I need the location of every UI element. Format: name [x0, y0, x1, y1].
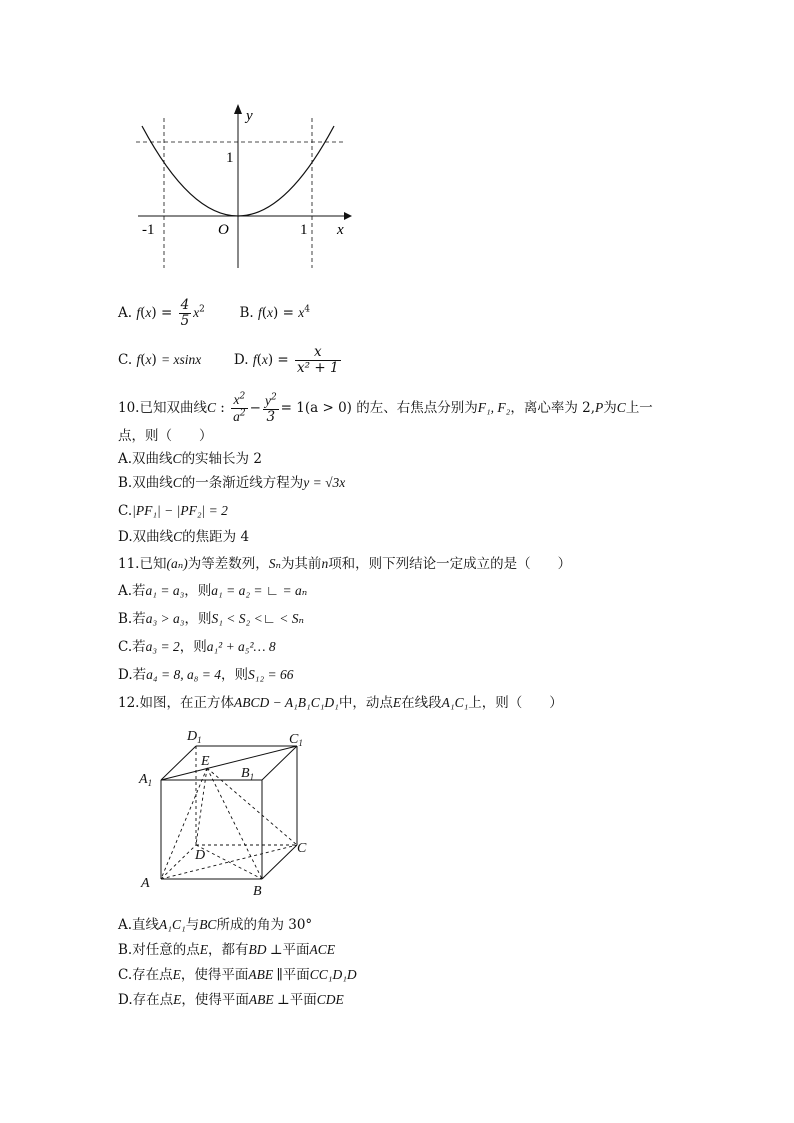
q9-opt-d-frac: $\frac{x}{\text{x² + 1}}$ [297, 344, 339, 376]
tick-label-x1: 1 [300, 222, 308, 238]
vertex-A1: $A_1$ [139, 772, 153, 788]
vertex-C: C [297, 841, 307, 856]
q12-stem: 12.如图，在正方体ABCD − A₁B₁C₁D₁中，动点E在线段A₁C₁上，则（ ） [118, 695, 563, 711]
vertex-A: A [141, 876, 150, 891]
vertex-B1: $B_1$ [241, 766, 255, 782]
q10-opt-a: A.双曲线C的实轴长为 2 [118, 451, 262, 467]
q11-stem: 11.已知(aₙ)为等差数列，Sₙ为其前n项和，则下列结论一定成立的是（ ） [118, 556, 572, 572]
y-axis-arrow [234, 104, 242, 114]
q9-opt-a-label: A. [118, 305, 133, 321]
q11-opt-a: A.若a₁ = a₃，则a₁ = a₂ = ∟ = aₙ [118, 583, 308, 599]
x-axis-arrow [344, 212, 352, 220]
q10-opt-d: D.双曲线C的焦距为 4 [118, 529, 250, 545]
vertex-E: E [201, 754, 210, 769]
tick-label-xneg1: -1 [142, 222, 155, 238]
q9-opt-a-frac: $\frac{4}{5}$ [180, 297, 190, 329]
q11-opt-b: B.若a₃ > a₃，则S₁ < S₂ <∟ < Sₙ [118, 611, 304, 627]
q12-opt-b: B.对任意的点E，都有BD ⊥平面ACE [118, 942, 336, 958]
q12-opt-d: D.存在点E，使得平面ABE ⊥平面CDE [118, 992, 344, 1008]
q12-opt-a: A.直线A₁C₁与BC所成的角为 30° [118, 917, 313, 933]
tick-label-y1: 1 [226, 150, 234, 166]
vertex-C1: $C_1$ [289, 732, 303, 748]
q9-options-row1: A. f(x) = $\frac{4}{5}$ $x^2$ B. $f(x) = x^4$ [118, 297, 310, 329]
q9-opt-c-label: C. [118, 352, 133, 368]
q11-opt-c: C.若a₃ = 2，则a₁² + a₅²… 8 [118, 639, 276, 655]
parabola-graph [130, 100, 360, 275]
vertex-D: D [195, 848, 206, 863]
q12-opt-c: C.存在点E，使得平面ABE ∥平面CC₁D₁D [118, 967, 357, 983]
y-axis-label: y [246, 108, 253, 124]
cube-figure [135, 725, 325, 900]
q10-stem-line1: 10.已知双曲线C : $\frac{x^2}{a^2}$ − $\frac{y^2}{3}$ = 1(a > 0) 的左、右焦点分别为F₁, F₂，离心率为 2,P为C上一 [118, 391, 653, 425]
q11-opt-d: D.若a₄ = 8, a₈ = 4，则S₁₂ = 66 [118, 667, 294, 683]
q10-opt-c: C.|PF₁| − |PF₂| = 2 [118, 503, 228, 519]
origin-label: O [218, 222, 229, 238]
vertex-D1: $D_1$ [187, 729, 202, 745]
q10-opt-b: B.双曲线C的一条渐近线方程为y = √3x [118, 475, 346, 491]
q9-options-row2: C. f(x) = xsinx D. f(x) = $\frac{x}{\text{x² + 1}}$ [118, 344, 339, 376]
q9-opt-b-label: B. [239, 305, 254, 321]
q9-opt-d-label: D. [233, 352, 249, 368]
x-axis-label: x [337, 222, 344, 238]
q10-stem-line2: 点，则（ ） [118, 428, 213, 444]
vertex-B: B [253, 884, 262, 899]
